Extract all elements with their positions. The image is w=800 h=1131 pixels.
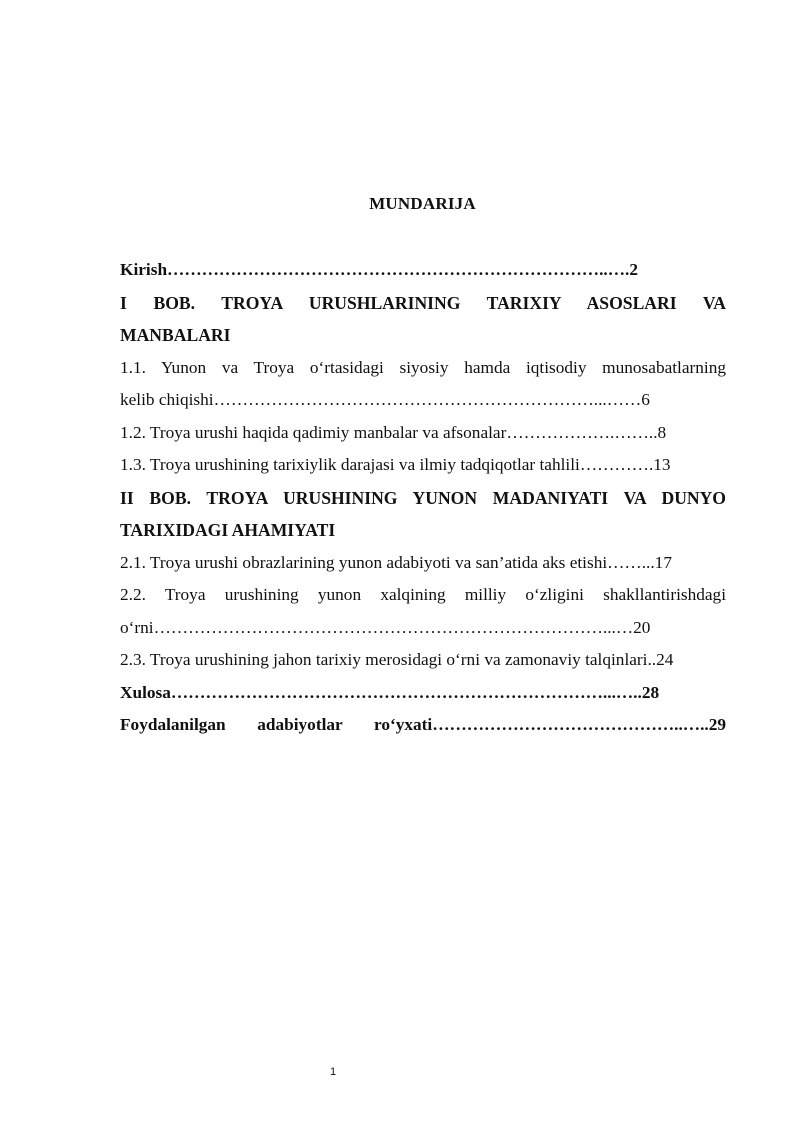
toc-entry-2-2-continued: o‘rni……………………………………………………………………...…20 (120, 617, 651, 637)
toc-chapter-1-heading-continued: MANBALARI (120, 325, 231, 345)
toc-chapter-2-heading-continued: TARIXIDAGI AHAMIYATI (120, 520, 336, 540)
page-title: MUNDARIJA (369, 194, 476, 213)
toc-entry-1-2: 1.2. Troya urushi haqida qadimiy manbalar va afsonalar……………….……..8 (120, 422, 667, 442)
toc-entry-conclusion: Xulosa…………………………………………………………………...…..28 (120, 682, 660, 702)
toc-entry-introduction: Kirish…………………………………………………………………..….2 (120, 260, 638, 279)
toc-entry-1-1-continued: kelib chiqishi…………………………………………………………...……6 (120, 390, 650, 409)
toc-entry-2-1: 2.1. Troya urushi obrazlarining yunon adabiyoti va san’atida aks etishi……...17 (120, 552, 672, 572)
toc-entry-2-3: 2.3. Troya urushining jahon tarixiy merosidagi o‘rni va zamonaviy talqinlari..24 (120, 650, 674, 669)
toc-entry-2-2: 2.2. Troya urushining yunon xalqining milliy o‘zligini shakllantirishdagi (120, 585, 726, 604)
toc-entry-1-3: 1.3. Troya urushining tarixiylik darajasi va ilmiy tadqiqotlar tahlili………….13 (120, 455, 671, 474)
table-of-contents (120, 254, 726, 742)
toc-entry-1-1: 1.1. Yunon va Troya o‘rtasidagi siyosiy hamda iqtisodiy munosabatlarning (120, 357, 726, 377)
toc-chapter-1-heading: I BOB. TROYA URUSHLARINING TARIXIY ASOSLARI VA (120, 292, 726, 313)
page-number: 1 (329, 1066, 337, 1078)
toc-chapter-2-heading: II BOB. TROYA URUSHINING YUNON MADANIYATI VA DUNYO (120, 487, 726, 508)
toc-entry-references: Foydalanilgan adabiyotlar ro‘yxati……………………………………..…..29 (120, 715, 726, 734)
